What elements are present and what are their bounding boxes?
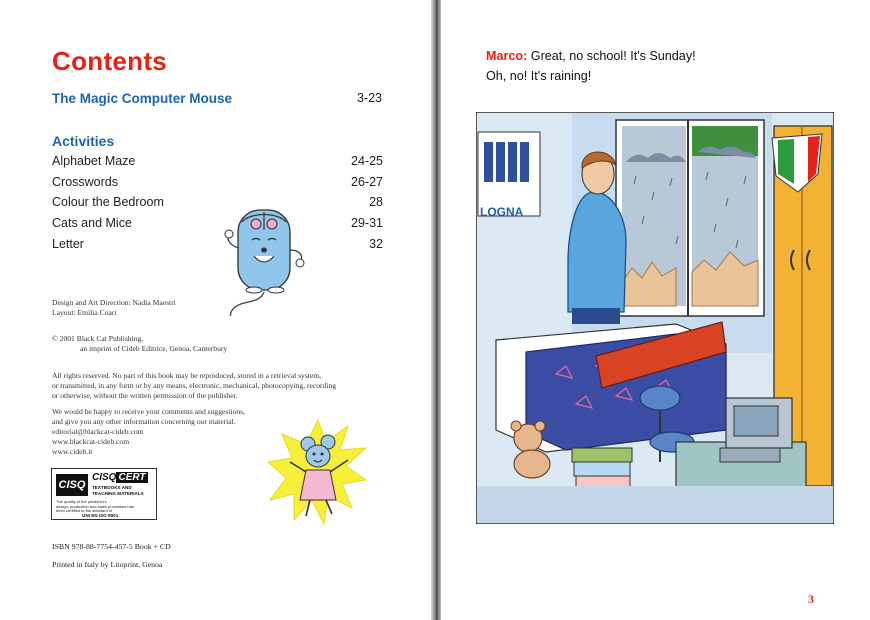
- activity-label: Cats and Mice: [52, 216, 132, 231]
- dialogue-line: [486, 46, 696, 66]
- cisq-statement-line: design, production and sales processes has: [56, 503, 134, 509]
- cisq-category-line: TEXTBOOKS AND: [92, 485, 132, 490]
- cisq-category-line: TEACHING MATERIALS: [92, 491, 144, 496]
- activity-item[interactable]: [52, 216, 383, 237]
- copyright-line: © 2001 Black Cat Publishing,: [52, 334, 144, 343]
- activity-label: Colour the Bedroom: [52, 195, 164, 210]
- cisq-cert-wordmark: [92, 472, 148, 483]
- contact-info: [52, 407, 245, 457]
- story-title: The Magic Computer Mouse: [52, 91, 233, 106]
- printer-credit: Printed in Italy by Litoprint, Genoa: [52, 560, 163, 569]
- rights-line: or transmitted, in any form or by any means, electronic, mechanical, photocopying, recording: [52, 381, 337, 390]
- cisq-statement-line: The quality of the publisher's: [56, 499, 107, 504]
- girl-mouse-burst-illustration: [268, 418, 368, 528]
- rights-line: or otherwise, without the written permission of the publisher.: [52, 391, 238, 400]
- website-link[interactable]: www.blackcat-cideb.com: [52, 437, 130, 446]
- cert-word: CERT: [118, 472, 146, 483]
- activity-pages: 28: [369, 195, 383, 210]
- activity-label: Alphabet Maze: [52, 154, 136, 168]
- activity-pages: 29-31: [351, 216, 383, 231]
- cisq-logo: CISQ: [56, 474, 88, 496]
- page-number: 3: [808, 592, 814, 606]
- cisq-standard: UNI EN ISO 9001: [82, 513, 119, 518]
- poster-text: LOGNA: [480, 205, 524, 219]
- imprint-line: an imprint of Cideb Editrice, Genoa, Canterbury: [80, 344, 228, 353]
- story-pages: 3-23: [356, 91, 382, 105]
- dialogue-line: Oh, no! It's raining!: [486, 69, 592, 83]
- activity-pages: 26-27: [351, 174, 383, 189]
- design-credits: [52, 298, 176, 318]
- activity-item[interactable]: [52, 195, 383, 216]
- contents-title: Contents: [52, 46, 168, 76]
- layout-credit: Layout: Emilia Coari: [52, 308, 117, 317]
- copyright-notice: [52, 334, 227, 354]
- isbn: ISBN 978-88-7754-457-5 Book + CD: [52, 542, 171, 551]
- cisq-certification-badge: [51, 468, 157, 520]
- dialogue-text: Great, no school! It's Sunday!: [527, 49, 696, 63]
- cisq-word: CISQ: [92, 472, 117, 483]
- design-credit: Design and Art Direction: Nadia Maestri: [52, 298, 176, 307]
- dialogue: [486, 46, 696, 86]
- activity-label: Letter: [52, 236, 84, 251]
- activities-heading: Activities: [52, 133, 115, 149]
- activity-label: Crosswords: [52, 174, 118, 189]
- story-entry[interactable]: [52, 91, 382, 109]
- activity-item[interactable]: [52, 237, 383, 258]
- computer-mouse-character-illustration: [220, 204, 310, 316]
- activity-pages: 32: [369, 236, 383, 251]
- activity-item[interactable]: [52, 175, 383, 196]
- book-gutter: [431, 0, 441, 620]
- rights-line: All rights reserved. No part of this book may be reproduced, stored in a retrieval system,: [52, 371, 322, 380]
- activity-pages: 24-25: [351, 154, 383, 168]
- website-link[interactable]: www.cideb.it: [52, 447, 93, 456]
- rights-notice: [52, 371, 336, 401]
- contact-line: We would be happy to receive your comments and suggestions,: [52, 407, 245, 416]
- contact-line: and give you any other information concerning our material.: [52, 417, 236, 426]
- activity-item[interactable]: [52, 154, 383, 175]
- activities-list: [52, 154, 383, 257]
- bedroom-scene-illustration: [476, 112, 834, 524]
- email-link[interactable]: editorial@blackcat-cideb.com: [52, 427, 144, 436]
- speaker-name: Marco:: [486, 49, 528, 63]
- cisq-statement-line: been certified to the standard of: [56, 508, 113, 513]
